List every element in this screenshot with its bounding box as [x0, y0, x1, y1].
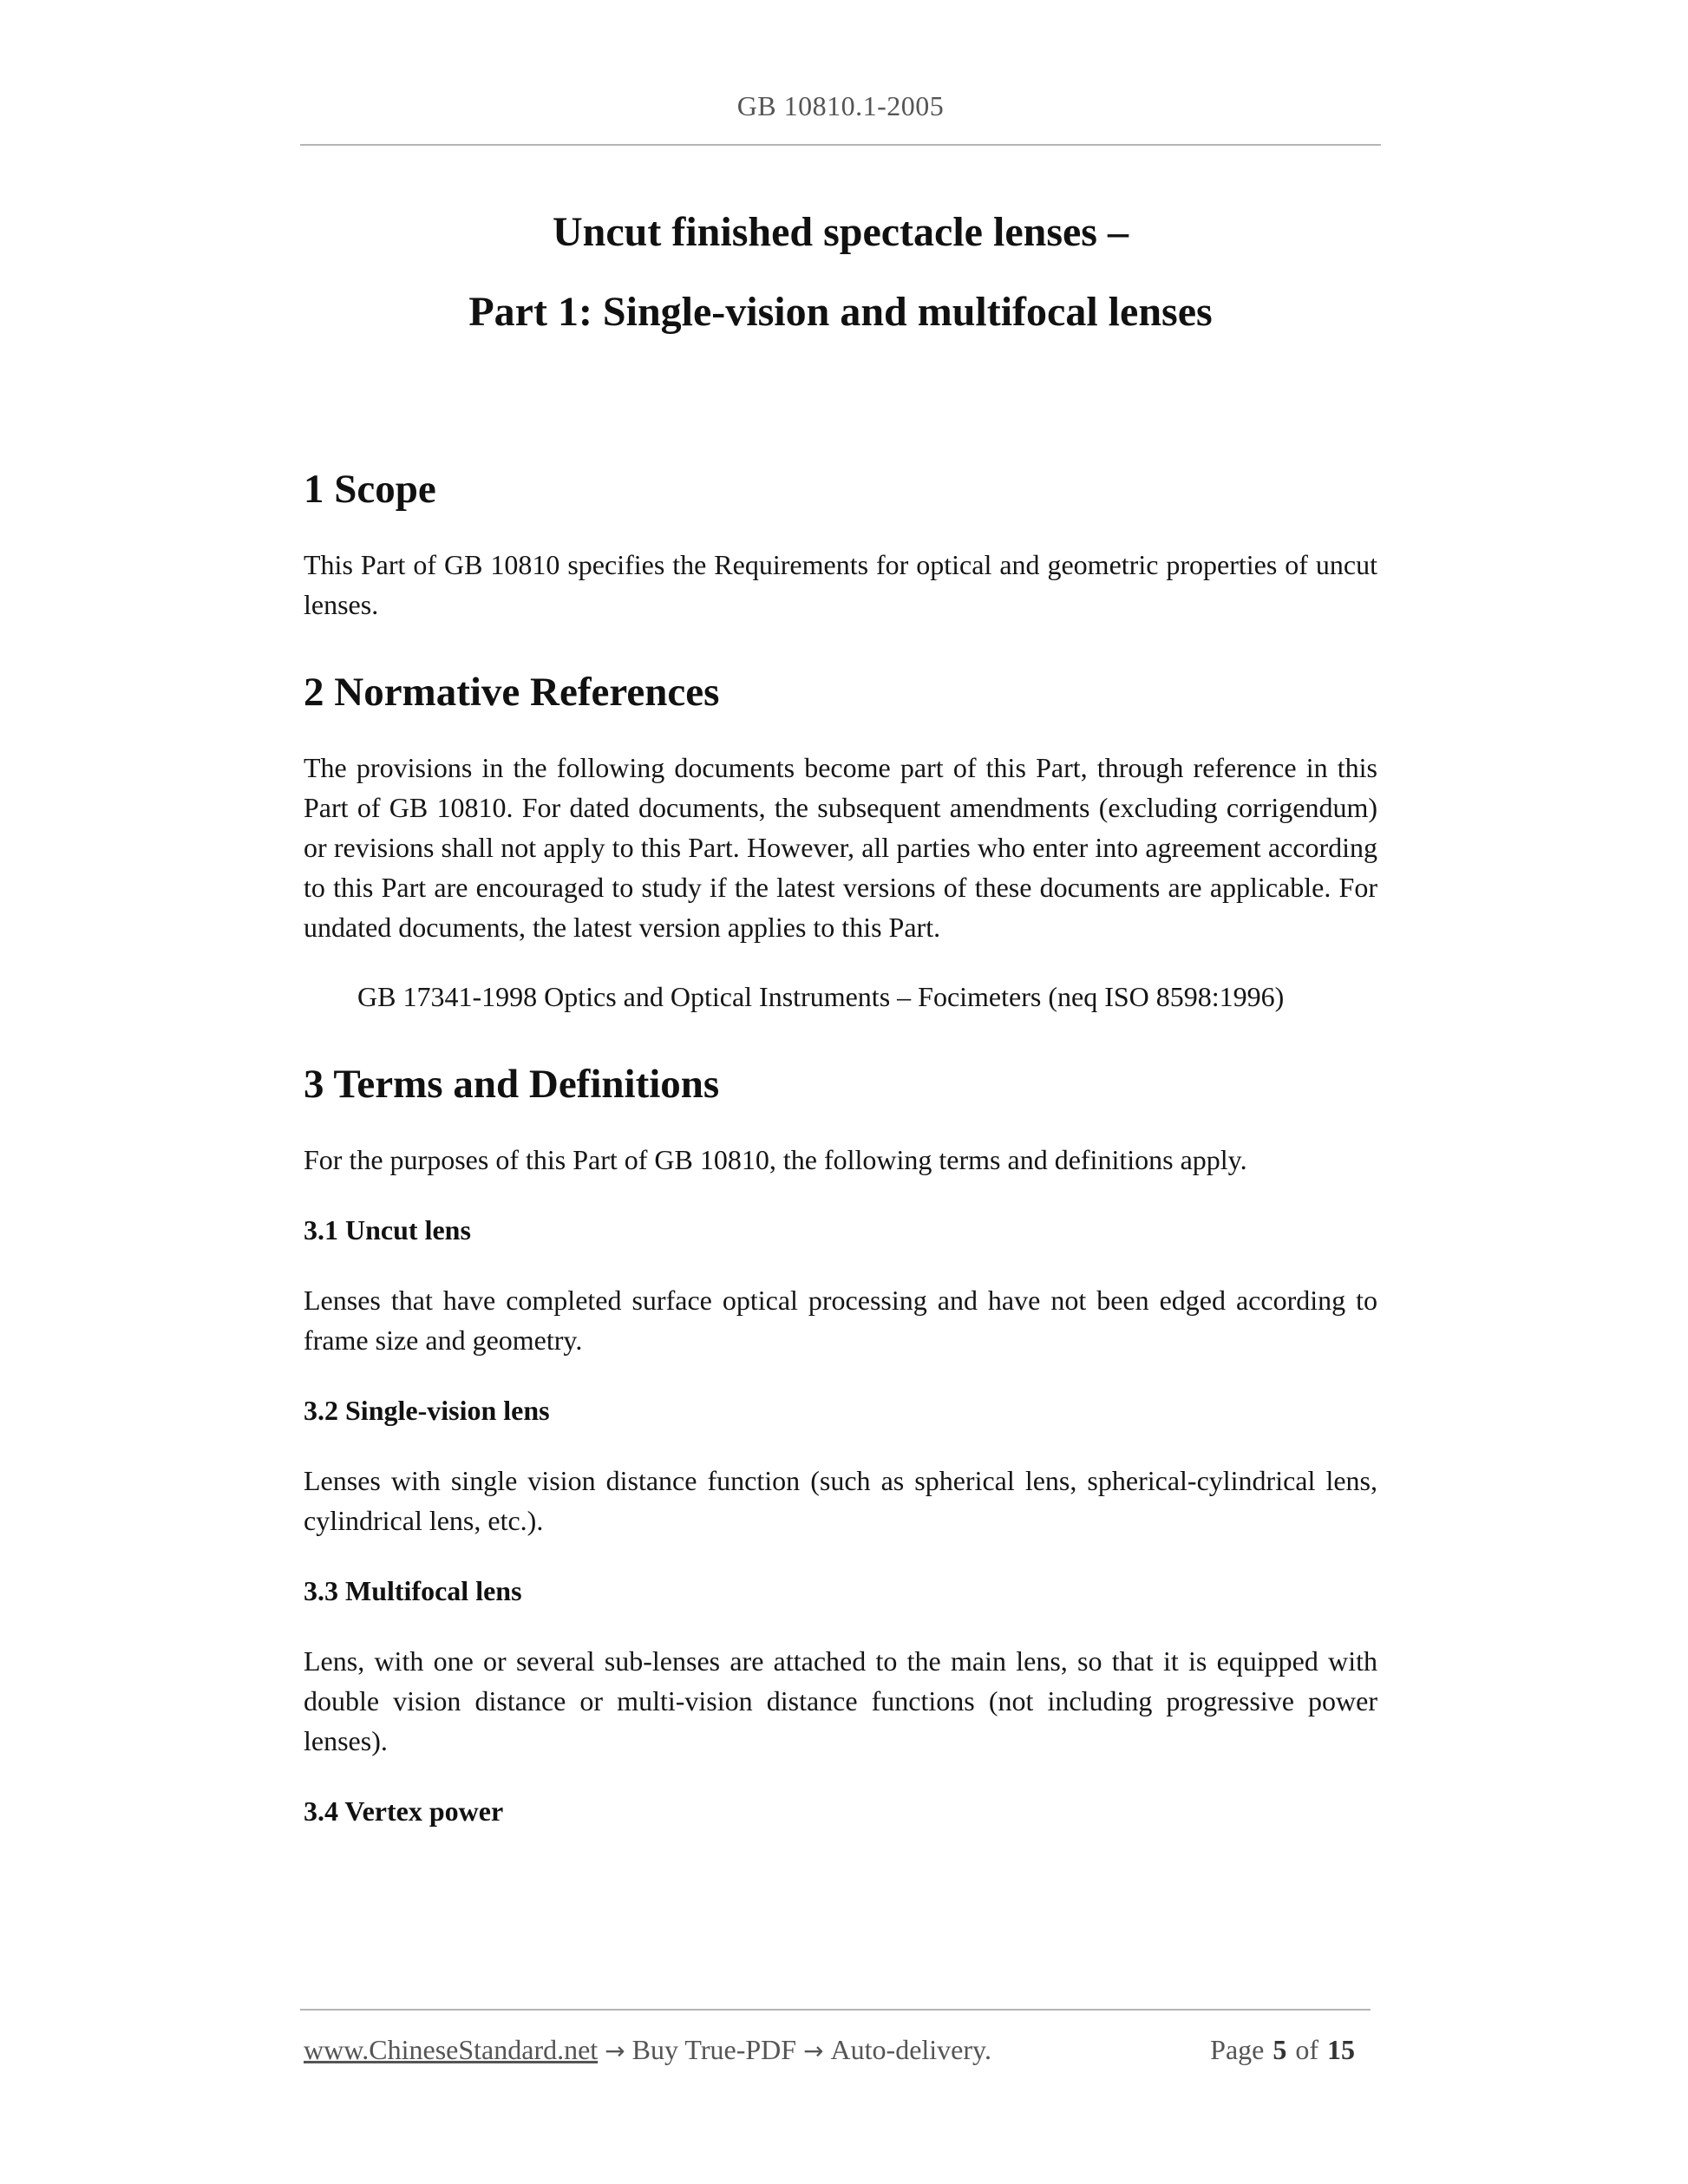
total-page-count: 15	[1327, 2034, 1355, 2065]
normative-reference-item: GB 17341-1998 Optics and Optical Instruments – Focimeters (neq ISO 8598:1996)	[357, 981, 1285, 1012]
section-heading-scope: 1 Scope	[304, 467, 436, 512]
term-definition-single-vision-lens: Lenses with single vision distance function (such as spherical lens, spherical-cylindrical lens, cylindrical lens, etc.).	[304, 1465, 1377, 1536]
section-heading-terms-definitions: 3 Terms and Definitions	[304, 1062, 720, 1107]
page-footer	[304, 2030, 1371, 2070]
auto-delivery-text: Auto-delivery.	[830, 2034, 991, 2065]
footer-divider	[300, 2009, 1371, 2011]
term-heading-multifocal-lens: 3.3 Multifocal lens	[304, 1575, 522, 1606]
page-of-label: of	[1295, 2034, 1318, 2065]
running-header: GB 10810.1-2005	[736, 90, 945, 121]
buy-true-pdf-text: Buy True-PDF	[631, 2034, 797, 2065]
header-divider	[300, 144, 1381, 146]
normative-references-paragraph: The provisions in the following documents become part of this Part, through reference in this Part of GB 10810. For dated documents, the subsequent amendments (excluding corrigendum) or revisions shall not apply to this Part. However, all parties who enter into agreement according to this Part are encouraged to study if the latest versions of these documents are applicable. For undated documents, the latest version applies to this Part.	[304, 752, 1377, 943]
term-heading-single-vision-lens: 3.2 Single-vision lens	[304, 1395, 550, 1426]
right-arrow-icon: →	[605, 2037, 625, 2065]
document-title-line-2: Part 1: Single-vision and multifocal lenses	[468, 289, 1213, 335]
document-body	[304, 460, 1377, 1831]
section-heading-normative-references: 2 Normative References	[304, 670, 720, 715]
term-definition-multifocal-lens: Lens, with one or several sub-lenses are attached to the main lens, so that it is equipped with double vision distance or multi-vision distance functions (not including progressive power lenses).	[304, 1645, 1377, 1756]
page-number	[1210, 2030, 1364, 2070]
term-definition-uncut-lens: Lenses that have completed surface optical processing and have not been edged according to frame size and geometry.	[304, 1285, 1377, 1356]
current-page-number: 5	[1273, 2034, 1287, 2065]
terms-intro-paragraph: For the purposes of this Part of GB 10810, the following terms and definitions apply.	[304, 1144, 1247, 1175]
term-heading-vertex-power: 3.4 Vertex power	[304, 1795, 504, 1827]
term-heading-uncut-lens: 3.1 Uncut lens	[304, 1214, 471, 1246]
right-arrow-icon: →	[803, 2037, 824, 2065]
scope-paragraph: This Part of GB 10810 specifies the Requirements for optical and geometric properties of uncut lenses.	[304, 549, 1377, 620]
footer-promo	[304, 2030, 991, 2071]
website-link[interactable]: www.ChineseStandard.net	[304, 2034, 599, 2065]
page-label: Page	[1210, 2034, 1265, 2065]
document-title-line-1: Uncut finished spectacle lenses –	[553, 209, 1129, 255]
